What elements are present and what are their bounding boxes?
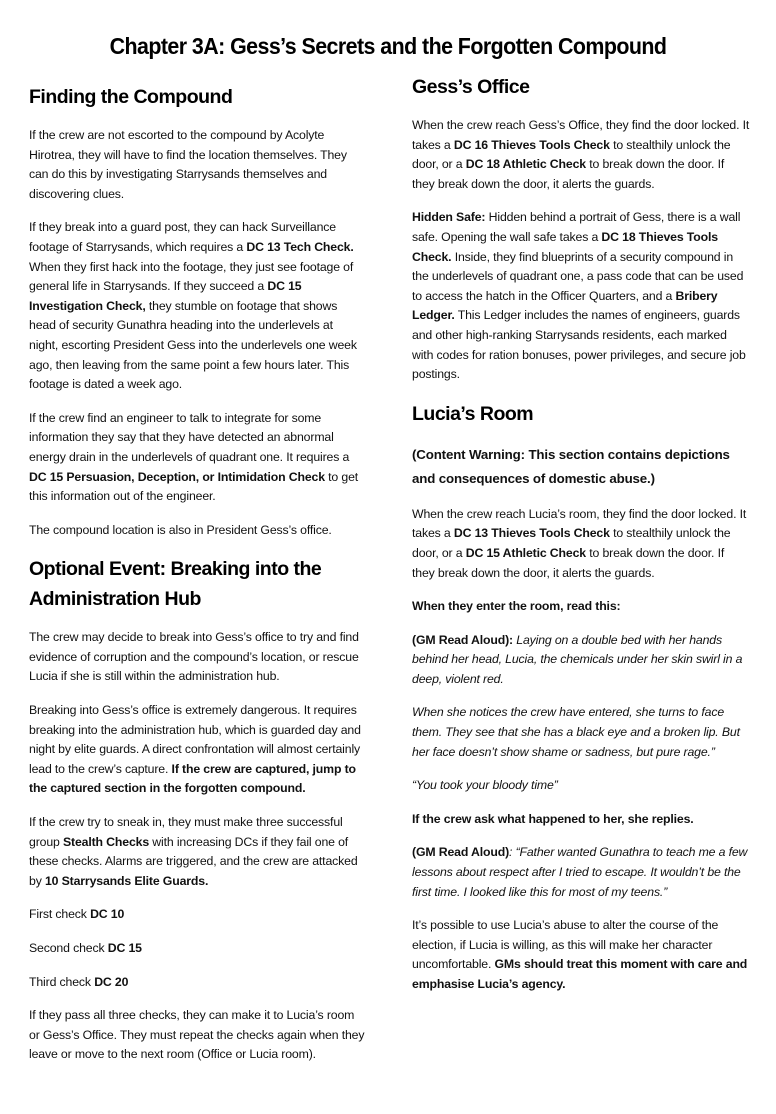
text: Hidden behind a portrait of Gess, there is a wall safe. Opening the wall safe takes a <box>412 210 741 244</box>
dc-investigation-check: DC 15 Investigation Check, <box>29 279 302 313</box>
paragraph-office-door <box>412 116 750 194</box>
text: Inside, they find blueprints of a security compound in the underlevels of quadrant one, a pass code that can be used to access the hatch in the Officer Quarters, and a <box>412 249 744 303</box>
first-check <box>29 905 365 925</box>
third-check <box>29 973 365 993</box>
paragraph-danger <box>29 701 365 799</box>
dc-athletic: DC 15 Athletic Check <box>465 545 586 560</box>
paragraph-stealth <box>29 813 365 891</box>
dc-athletic: DC 18 Athletic Check <box>465 157 586 172</box>
heading-optional-event: Optional Event: Breaking into the Administration Hub <box>29 558 322 611</box>
text: Second check <box>29 941 108 955</box>
dc-safe-check: DC 18 Thieves Tools Check. <box>412 229 718 264</box>
right-column <box>412 72 750 1009</box>
paragraph-pass-checks: If they pass all three checks, they can make it to Lucia’s room or Gess’s Office. They must repeat the checks again when they leave or move to the next room (Office or Lucia room). <box>29 1008 365 1062</box>
text: to break down the door. If they break down the door, it alerts the guards. <box>412 545 725 580</box>
gm-label: (GM Read Aloud) <box>412 845 510 860</box>
dc-tech-check: DC 13 Tech Check. <box>246 239 354 254</box>
paragraph-office-location: The compound location is also in President Gess’s office. <box>29 522 332 537</box>
quote <box>412 776 750 796</box>
elite-guards: 10 Starrysands Elite Guards. <box>44 873 209 888</box>
text: When the crew reach Lucia’s room, they find the door locked. It takes a <box>412 506 747 541</box>
gm-read-aloud-2 <box>412 843 750 902</box>
paragraph-hidden-safe <box>412 208 750 384</box>
dc-thieves-tools: DC 13 Thieves Tools Check <box>453 526 610 541</box>
text: to break down the door. If they break down the door, it alerts the guards. <box>412 157 725 191</box>
text: Third check <box>29 974 95 989</box>
bribery-ledger: Bribery Ledger. <box>412 288 718 323</box>
paragraph-engineer <box>29 409 365 507</box>
text: If the crew try to sneak in, they must make three successful group <box>29 815 343 849</box>
left-column <box>29 82 365 1079</box>
paragraph-break-in: The crew may decide to break into Gess’s office to try and find evidence of corruption and the compound’s location, or rescue Lucia if she is still within the administration hub. <box>29 630 359 684</box>
heading-lucia-room: Lucia’s Room <box>412 402 534 425</box>
stealth-checks: Stealth Checks <box>62 834 150 849</box>
dc-value: DC 20 <box>94 974 129 989</box>
text: with increasing DCs if they fail one of these checks. Alarms are triggered, and the crew are attacked by <box>29 834 358 888</box>
text: It’s possible to use Lucia’s abuse to alter the course of the election, if Lucia is willing, as this will make her character uncomfortable. <box>412 918 719 972</box>
paragraph-election <box>412 916 750 994</box>
dc-thieves-tools: DC 16 Thieves Tools Check <box>453 137 610 152</box>
text: to get this information out of the engineer. <box>29 469 359 504</box>
gm-read-aloud-1 <box>412 631 750 690</box>
page-title: Chapter 3A: Gess’s Secrets and the Forgotten Compound <box>109 33 667 59</box>
paragraph-intro: If the crew are not escorted to the compound by Acolyte Hirotrea, they will have to find the location themselves. They can do this by investigating Starrysands themselves and discovering clues. <box>29 128 347 201</box>
text: If the crew find an engineer to talk to integrate for some information they say that they have detected an abnormal energy drain in the underlevels of quadrant one. It requires a <box>29 410 350 464</box>
crew-ask <box>412 810 750 830</box>
text: When the crew reach Gess’s Office, they find the door locked. It takes a <box>412 118 750 152</box>
content-warning: (Content Warning: This section contains depictions and consequences of domestic abuse.) <box>412 446 730 486</box>
hidden-safe-label: Hidden Safe: <box>412 210 486 225</box>
captured-note: If the crew are captured, jump to the captured section in the forgotten compound. <box>29 761 356 796</box>
text: If they break into a guard post, they can hack Surveillance footage of Starrysands, which requires a <box>29 220 336 254</box>
text: When they first hack into the footage, they just see footage of general life in Starrysands. If they succeed a <box>29 259 354 294</box>
paragraph-lucia-door <box>412 505 750 583</box>
quote-text: “You took your bloody time” <box>412 778 558 793</box>
read-this: When they enter the room, read this: <box>412 599 621 614</box>
gm-label: (GM Read Aloud): <box>412 632 513 647</box>
heading-gess-office: Gess’s Office <box>412 76 530 98</box>
crew-ask-text: If the crew ask what happened to her, she replies. <box>412 811 694 826</box>
read-aloud-2 <box>412 703 750 762</box>
read-aloud-text: When she notices the crew have entered, she turns to face them. They see that she has a black eye and a broken lip. But her face doesn’t show shame or sadness, but pure rage.” <box>412 705 740 759</box>
dc-persuasion-check: DC 15 Persuasion, Deception, or Intimidation Check <box>29 469 325 484</box>
read-aloud-text: Laying on a double bed with her hands behind her head, Lucia, the chemicals under her skin swirl in a deep, violent red. <box>412 632 743 686</box>
second-check <box>29 939 365 959</box>
text: Breaking into Gess’s office is extremely dangerous. It requires breaking into the administration hub, which is guarded day and night by elite guards. A direct confrontation will almost certainly lead to the crew’s capture. <box>29 703 361 776</box>
paragraph-surveillance <box>29 218 365 394</box>
read-aloud-text: : “Father wanted Gunathra to teach me a few lessons about respect after I tried to escape. It wouldn’t be the first time. I looked like this for most of my teens.” <box>412 845 748 899</box>
text: This Ledger includes the names of engineers, guards and other high-ranking Starrysands residents, each marked with codes for ration bonuses, power privileges, and secure job postings. <box>412 308 746 382</box>
text: First check <box>29 907 91 922</box>
text: to stealthily unlock the door, or a <box>412 137 731 172</box>
heading-finding-compound: Finding the Compound <box>29 86 233 108</box>
text: to stealthily unlock the door, or a <box>412 526 731 560</box>
text: they stumble on footage that shows head of security Gunathra heading into the underlevels at night, escorting President Gess into the underlevels one week ago, then leaving from the same point a few hours later. This footage is dated a week ago. <box>29 298 357 392</box>
dc-value: DC 10 <box>90 907 125 922</box>
read-this-label <box>412 597 750 617</box>
dc-value: DC 15 <box>107 941 142 955</box>
gm-advice: GMs should treat this moment with care and emphasise Lucia’s agency. <box>412 957 748 991</box>
